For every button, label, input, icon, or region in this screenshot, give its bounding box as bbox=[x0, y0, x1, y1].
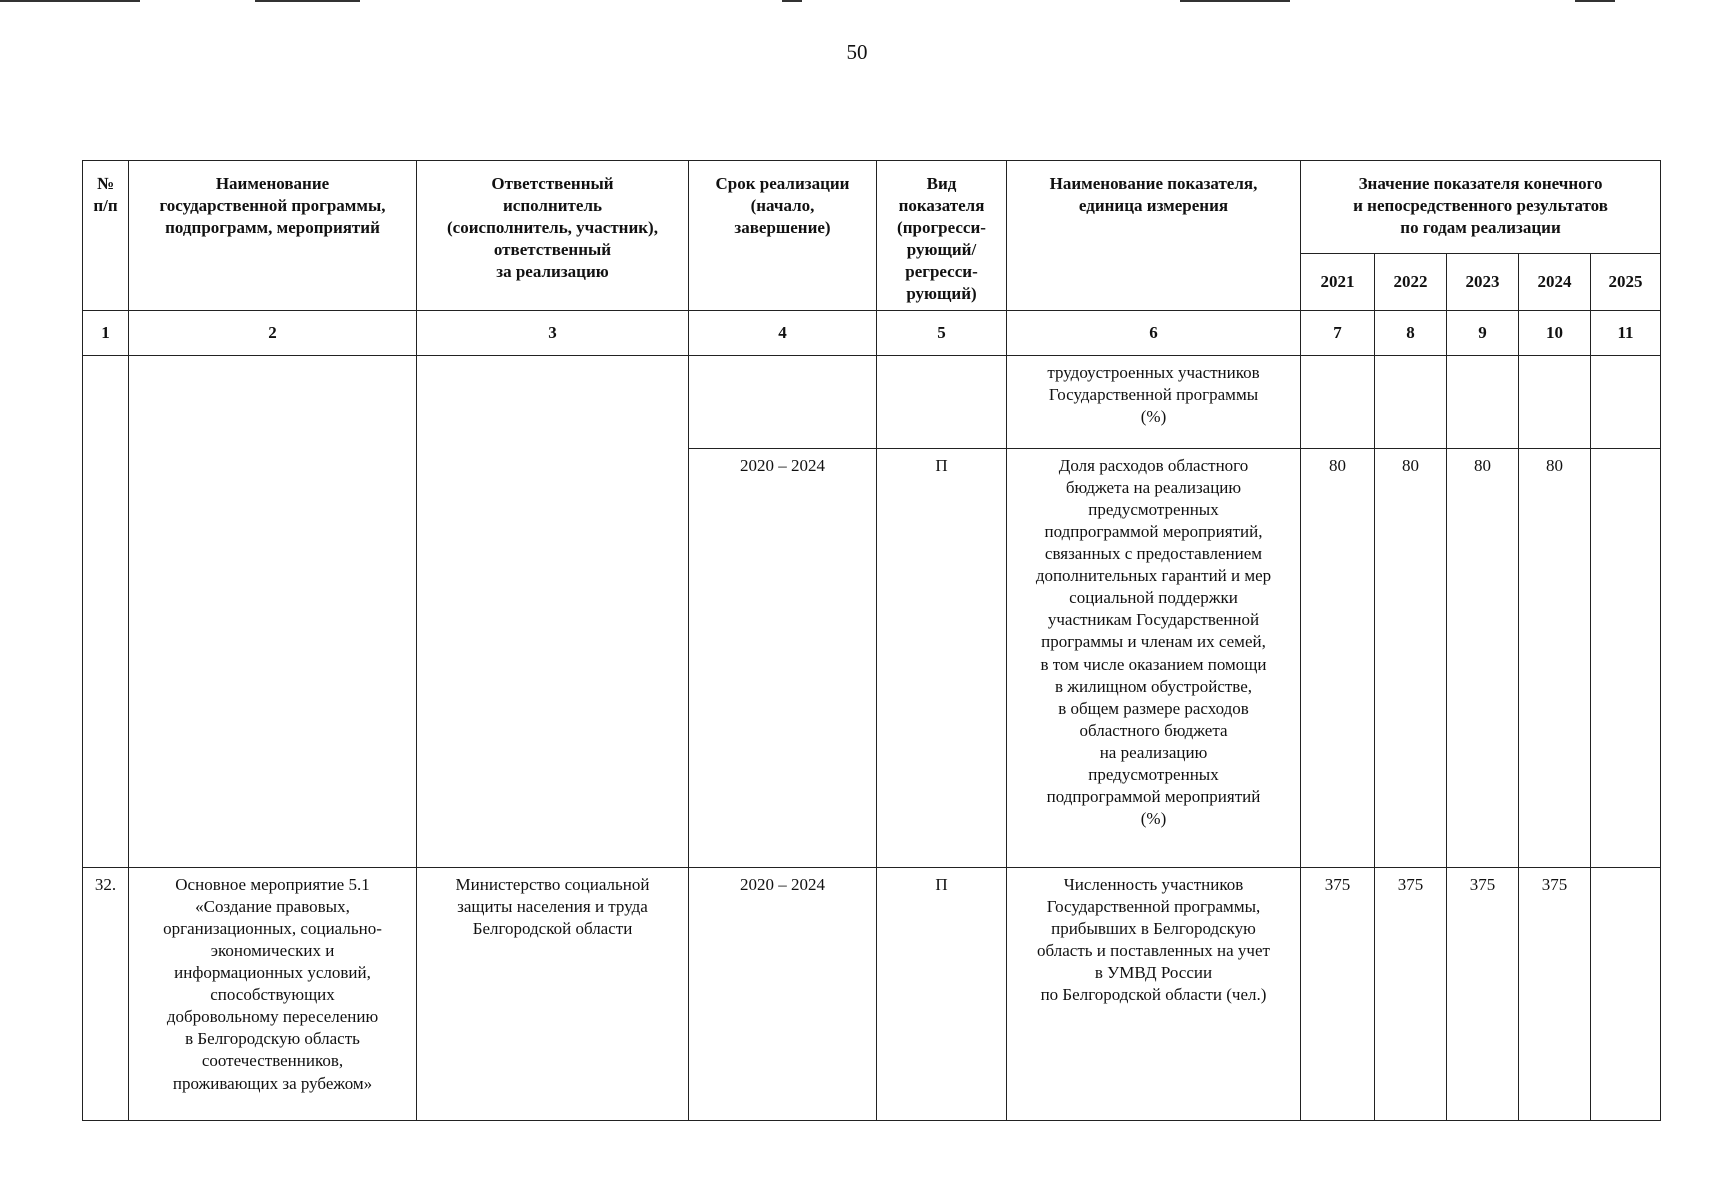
scan-edge-mark bbox=[1575, 0, 1615, 2]
cell-value-2023: 80 bbox=[1447, 448, 1519, 867]
cell-value-2021: 375 bbox=[1301, 867, 1375, 1120]
cell-value-2025 bbox=[1591, 867, 1661, 1120]
column-number: 1 bbox=[83, 310, 129, 355]
cell-indicator-name: Численность участников Государственной программы, прибывших в Белгородскую область и поставленных на учет в УМВД России по Белгородской области (чел.) bbox=[1007, 867, 1301, 1120]
scan-edge-mark bbox=[0, 0, 140, 2]
header-no: № п/п bbox=[83, 161, 129, 311]
cell-no: 32. bbox=[83, 867, 129, 1120]
cell-executor: Министерство социальной защиты населения и труда Белгородской области bbox=[417, 867, 689, 1120]
column-number: 8 bbox=[1375, 310, 1447, 355]
cell-value-2022 bbox=[1375, 355, 1447, 448]
header-year-2023: 2023 bbox=[1447, 254, 1519, 311]
column-number: 7 bbox=[1301, 310, 1375, 355]
header-year-2024: 2024 bbox=[1519, 254, 1591, 311]
cell-indicator-type bbox=[877, 355, 1007, 448]
header-year-2021: 2021 bbox=[1301, 254, 1375, 311]
header-program: Наименование государственной программы, подпрограмм, мероприятий bbox=[129, 161, 417, 311]
header-indicator-type: Вид показателя (прогресси- рующий/ регресси- рующий) bbox=[877, 161, 1007, 311]
cell-value-2024 bbox=[1519, 355, 1591, 448]
page-number: 50 bbox=[846, 40, 868, 64]
cell-no bbox=[83, 448, 129, 867]
cell-value-2023: 375 bbox=[1447, 867, 1519, 1120]
column-number: 10 bbox=[1519, 310, 1591, 355]
table-row bbox=[83, 355, 1661, 448]
column-numbers-row bbox=[83, 310, 1661, 355]
cell-term: 2020 – 2024 bbox=[689, 448, 877, 867]
cell-indicator-type: П bbox=[877, 867, 1007, 1120]
cell-value-2022: 375 bbox=[1375, 867, 1447, 1120]
header-executor: Ответственный исполнитель (соисполнитель, участник), ответственный за реализацию bbox=[417, 161, 689, 311]
header-year-2022: 2022 bbox=[1375, 254, 1447, 311]
header-values-group: Значение показателя конечного и непосредственного результатов по годам реализации bbox=[1301, 161, 1661, 254]
program-indicators-table bbox=[82, 160, 1661, 1121]
cell-term: 2020 – 2024 bbox=[689, 867, 877, 1120]
column-number: 5 bbox=[877, 310, 1007, 355]
cell-value-2022: 80 bbox=[1375, 448, 1447, 867]
cell-program bbox=[129, 355, 417, 448]
scan-edge-mark bbox=[255, 0, 360, 2]
column-number: 4 bbox=[689, 310, 877, 355]
header-term: Срок реализации (начало, завершение) bbox=[689, 161, 877, 311]
cell-value-2021 bbox=[1301, 355, 1375, 448]
cell-value-2024: 80 bbox=[1519, 448, 1591, 867]
cell-term bbox=[689, 355, 877, 448]
header-year-2025: 2025 bbox=[1591, 254, 1661, 311]
column-number: 9 bbox=[1447, 310, 1519, 355]
cell-indicator-name: Доля расходов областного бюджета на реализацию предусмотренных подпрограммой мероприятий, связанных с предоставлением дополнительных гарантий и мер социальной поддержки участникам Государственной программы и членам их семей, в том числе оказанием помощи в жилищном обустройстве, в общем размере расходов областного бюджета на реализацию предусмотренных подпрограммой мероприятий (%) bbox=[1007, 448, 1301, 867]
column-number: 2 bbox=[129, 310, 417, 355]
cell-value-2024: 375 bbox=[1519, 867, 1591, 1120]
column-number: 11 bbox=[1591, 310, 1661, 355]
cell-value-2025 bbox=[1591, 355, 1661, 448]
header-indicator-name: Наименование показателя, единица измерения bbox=[1007, 161, 1301, 311]
cell-executor bbox=[417, 448, 689, 867]
table-row bbox=[83, 448, 1661, 867]
scan-edge-mark bbox=[1180, 0, 1290, 2]
cell-indicator-type: П bbox=[877, 448, 1007, 867]
table-row bbox=[83, 867, 1661, 1120]
scan-edge-mark bbox=[782, 0, 802, 2]
table-header-row bbox=[83, 161, 1661, 254]
cell-program: Основное мероприятие 5.1 «Создание правовых, организационных, социально- экономических и информационных условий, способствующих добровольному переселению в Белгородскую область соотечественников, проживающих за рубежом» bbox=[129, 867, 417, 1120]
column-number: 6 bbox=[1007, 310, 1301, 355]
cell-executor bbox=[417, 355, 689, 448]
cell-value-2021: 80 bbox=[1301, 448, 1375, 867]
cell-value-2023 bbox=[1447, 355, 1519, 448]
cell-no bbox=[83, 355, 129, 448]
cell-indicator-name: трудоустроенных участников Государственной программы (%) bbox=[1007, 355, 1301, 448]
cell-value-2025 bbox=[1591, 448, 1661, 867]
cell-program bbox=[129, 448, 417, 867]
column-number: 3 bbox=[417, 310, 689, 355]
